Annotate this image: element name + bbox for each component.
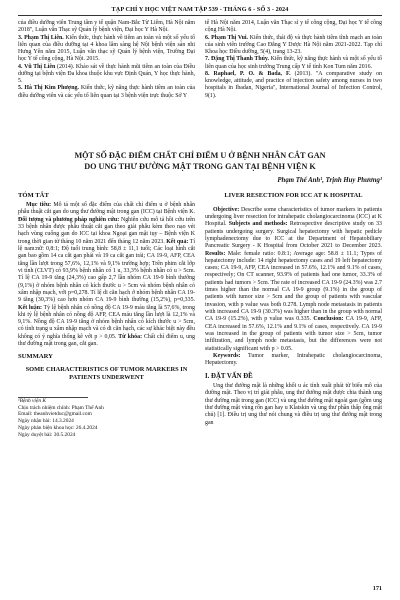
article-authors: Phạm Thế Anh¹, Trịnh Huy Phương¹ <box>277 177 382 184</box>
reference-text: Kiến thức, kỹ năng thực hành và một số yếu tố liên quan của học sinh trường Trung cấp Y tế tỉnh Kon Tum năm 2016. <box>205 56 382 70</box>
abstract-text: CA 19-9, AFP, CEA increased in 57.6%, 12.1% and 9.1% of cases, respectively. CA 19-9 was increased in the group of patients with tumor size > 5cm, tumor infiltration, and lymph node metastasis, but the differences were not statistically significant with p > 0.05. <box>205 316 382 352</box>
article-body <box>18 192 382 438</box>
reference-item <box>18 64 195 86</box>
abstract-label: Conclusion: <box>313 316 344 323</box>
title-line-1: MỘT SỐ ĐẶC ĐIỂM CHẤT CHỈ ĐIỂM U Ở BỆNH NHÂN CẮT GAN <box>74 151 326 160</box>
reference-number: 7. <box>205 56 212 63</box>
reference-author: Raphael, P. O. & Bada, F. <box>213 70 295 77</box>
reference-text: Kiến thức, thái độ và thực hành tiêm tĩnh mạch an toàn của sinh viên trường Cao Đẳng Y Dược Hà Nội năm 2021-2022. Tạp chí Khoa học Điều dưỡng, 5(4), trang 13-23. <box>205 34 382 55</box>
keywords <box>205 353 382 368</box>
reference-author: Vũ Thị Liên <box>24 63 58 70</box>
reference-author: Hà Thị Kim Phượng. <box>24 85 81 92</box>
reference-text: của điều dưỡng viên Trung tâm y tế quận Nam-Bắc Từ Liêm, Hà Nội năm 2018", Luận văn Thạc sỹ Quản lý bệnh viện, Đại học Y Hà Nội. <box>18 20 195 34</box>
references-right-column <box>205 20 382 100</box>
abstract-text: Male: female ratio: 0.8:1; Average age: 58.8 ± 11.1; Types of hepatectomy include: 14 right hepatectomy cases and 19 left hepatectomy cases; CA 19-9, AFP, CEA increased in 57.6%, 12.1% and 9.1% of cases, respectively; On CT scanner, 93.9% of patients had one tumor, 33.3% of patients had tumors > 5cm. The rate of increased CA 19-9 (24.3%) was 2.7 times higher than the normal CA 19-9 group (9.1%) in the group of patients with tumor size > 5cm and the group of patients with vascular invasion, with p value was both 0.278. Lymph node metastasis in patients with increased CA 19-9 (30.3%) was higher than in the group with normal CA 19-9 (15.2%), with p value was 0.335. <box>205 250 382 323</box>
reference-number: 4. <box>18 63 25 70</box>
keywords-text: Tumor marker, Intrahepatic cholangiocarcinoma, Hepatectomy. <box>205 352 382 367</box>
footnotes <box>18 398 195 439</box>
title-line-2: DO UNG THƯ ĐƯỜNG MẬT TRONG GAN TẠI BỆNH VIỆN K <box>84 162 316 172</box>
abstract-text: Retrospective descriptive study on 33 patients undergoing surgery. Surgical hepatectomy with hepatic pedicle lymphadenectomy due to ICC at the Department of Hepatobiliary Pancreatic Surgery - K Hospital from October 2021 to December 2023. <box>205 221 382 250</box>
right-column <box>205 192 382 438</box>
reference-item <box>205 56 382 71</box>
reference-number: 3. <box>18 34 25 41</box>
reference-text: (2014). Khảo sát về thực hành mũi tiêm an toàn của Điều dưỡng tại bệnh viện Đa khoa thuộc khu vực Định Quán, Y học thực hành, 5. <box>18 63 195 84</box>
abstract-label: Đối tượng và phương pháp nghiên cứu: <box>18 216 120 223</box>
reference-author: Đặng Thị Thanh Thúy. <box>211 56 271 63</box>
vietnamese-abstract <box>18 202 195 348</box>
abstract-label: Subjects and methods: <box>228 221 288 228</box>
reference-author: Phạm Thị Liên. <box>24 34 66 41</box>
english-title-part1: SOME CHARACTERISTICS OF TUMOR MARKERS IN PATIENTS UNDERWENT <box>25 365 188 382</box>
reference-author: Phạm Thị Vui. <box>211 34 250 41</box>
footnote-line: Ngày duyệt bài: 30.5.2024 <box>18 431 76 438</box>
page-number: 171 <box>372 585 382 592</box>
abstract-label: Results: <box>205 250 226 257</box>
abstract-text: Tỉ lệ nam:nữ: 0,8:1; Độ tuổi trung bình: 58,8 ± 11,1 tuổi; Các loại hình cắt gan bao gồm 14 ca cắt gan phải và 19 ca cắt gan trái; CA 19-9, AFP, CEA tăng lần lượt trong 57,6%, 12,1% và 9,1% trường hợp; Trên phim cắt lớp vi tính (CLVT) có 93,9% bệnh nhân có 1 u, 33,3% bệnh nhân có u > 5cm. Tỉ lệ CA 19-9 tăng (24,3%) cao gấp 2,7 lần nhóm CA 19-9 bình thường (9,1%) ở nhóm bệnh nhân có kích thước u > 5cm và nhóm bệnh nhân có xâm nhập mạch, với p=0,278. Tỉ lệ di căn hạch ở nhóm bệnh nhân CA 19-9 tăng (30,3%) cao hơn nhóm CA 19-9 bình thường (15,2%), p=0,335. <box>18 238 196 304</box>
running-header: TẠP CHÍ Y HỌC VIỆT NAM TẬP 539 - THÁNG 6 - SỐ 3 - 2024 <box>18 6 382 16</box>
abstract-text: Mô tả một số đặc điểm của chất chỉ điểm u ở bệnh nhân phẫu thuật cắt gan do ung thư đường mật trong gan (ICC) tại Bệnh viện K. <box>18 202 196 216</box>
tomtat-heading: TÓM TẮT <box>18 192 49 199</box>
abstract-text: Describe some characteristics of tumor markers in patients undergoing liver resection for intrahepatic cholangiocarcinoma (ICC) at K Hospital. <box>205 206 382 228</box>
english-title-part2: LIVER RESECTION FOR ICC AT K HOSPITAL <box>224 192 363 199</box>
footnote-line: Ngày nhận bài: 14.3.2024 <box>18 418 74 425</box>
footnote-line: ¹Bệnh viện K <box>18 397 46 404</box>
reference-text: tế Hà Nội năm 2014, Luận văn Thạc sĩ y tế công cộng, Đại học Y tế công cộng Hà Nội. <box>205 20 382 34</box>
abstract-label: Kết quả: <box>166 238 189 245</box>
reference-number: 8. <box>205 70 214 77</box>
left-column <box>18 192 195 438</box>
abstract-label: Kết luận: <box>18 304 42 311</box>
abstract-label: Từ khóa: <box>118 333 143 340</box>
abstract-label: Objective: <box>213 206 240 213</box>
article-title <box>18 150 382 172</box>
reference-item <box>18 35 195 64</box>
footnote-line: Email: theanhvietduc@gmail.com <box>18 411 92 418</box>
section-1-heading: I. ĐẶT VẤN ĐỀ <box>205 372 253 380</box>
reference-item <box>205 20 382 35</box>
reference-number: 5. <box>18 85 25 92</box>
abstract-text: Nghiên cứu mô tả hồi cứu trên 33 bệnh nhân được phẫu thuật cắt gan theo giải phẫu kèm theo nạo vét hạch vùng cuống gan do ICC tại khoa Ngoại gan mật tụy – Bệnh viện K trong thời gian từ tháng 10 năm 2021 đến tháng 12 năm 2023. <box>18 216 195 245</box>
reference-item <box>205 35 382 57</box>
footnote-line: Chịu trách nhiệm chính: Phạm Thế Anh <box>18 404 104 411</box>
abstract-text: Chất chỉ điểm u, ung thư đường mật trong gan, cắt gan. <box>18 333 196 348</box>
references-block <box>18 20 382 100</box>
english-abstract <box>205 207 382 353</box>
reference-text: (2013). "A comparative study on knowledge, attitude, and practice of injection safety among nurses in two hospitals in Ibadan, Nigeria", International Journal of Infection Control, 9(1). <box>205 70 383 99</box>
reference-text: Kiến thức, thực hành về tiêm an toàn và một số yếu tố liên quan của điều dưỡng tại 4 khoa lâm sàng hệ Nội bệnh viện sản nhi Hưng Yên năm 2015, Luận văn thạc sỹ Quản lý bệnh viện, Trường Đại học Y tế công cộng, Hà Nội. 2015. <box>18 34 195 63</box>
references-left-column <box>18 20 195 100</box>
reference-item <box>18 85 195 100</box>
abstract-text: Tỷ lệ bệnh nhân có nồng độ CA 19-9 máu tăng là 57,6%, trong khi tỷ lệ bệnh nhân có nồng độ AFP, CEA máu tăng lần lượt là 12,1% và 9,1%. Nồng độ CA 19-9 tăng ở nhóm bệnh nhân có kích thước u > 5cm, có tình trạng u xâm nhập mạch và có di căn hạch, các sự khác biệt này đều không có ý nghĩa thống kê với p > 0,05. <box>18 304 195 340</box>
footnote-line: Ngày phản biện khoa học: 26.4.2024 <box>18 424 98 431</box>
reference-item <box>18 20 195 35</box>
reference-item <box>205 71 382 100</box>
section-1-text: Ung thư đường mật là những khối u ác tính xuất phát từ biểu mô của đường mật. Theo vị trí giải phẫu, ung thư đường mật được chia thành ung thư đường mật trong gan (ICC) và ung thư đường mật ngoài gan (gồm ung thư đường mật vùng rốn gan hay u Klatskin và ung thư phần thấp ống mật chủ) [1]. Điều trị ung thư nói chung và điều trị ung thư đường mật trong gan <box>205 382 382 426</box>
reference-number: 6. <box>205 34 212 41</box>
reference-text: Kiến thức, kỹ năng thực hành tiêm an toàn của điều dưỡng viên và các yếu tố liên quan tại 3 bệnh viện trực thuộc Sở Y <box>18 85 196 99</box>
summary-heading: SUMMARY <box>18 353 53 361</box>
abstract-label: Mục tiêu: <box>26 202 52 209</box>
keywords-label: Keywords: <box>213 352 241 359</box>
